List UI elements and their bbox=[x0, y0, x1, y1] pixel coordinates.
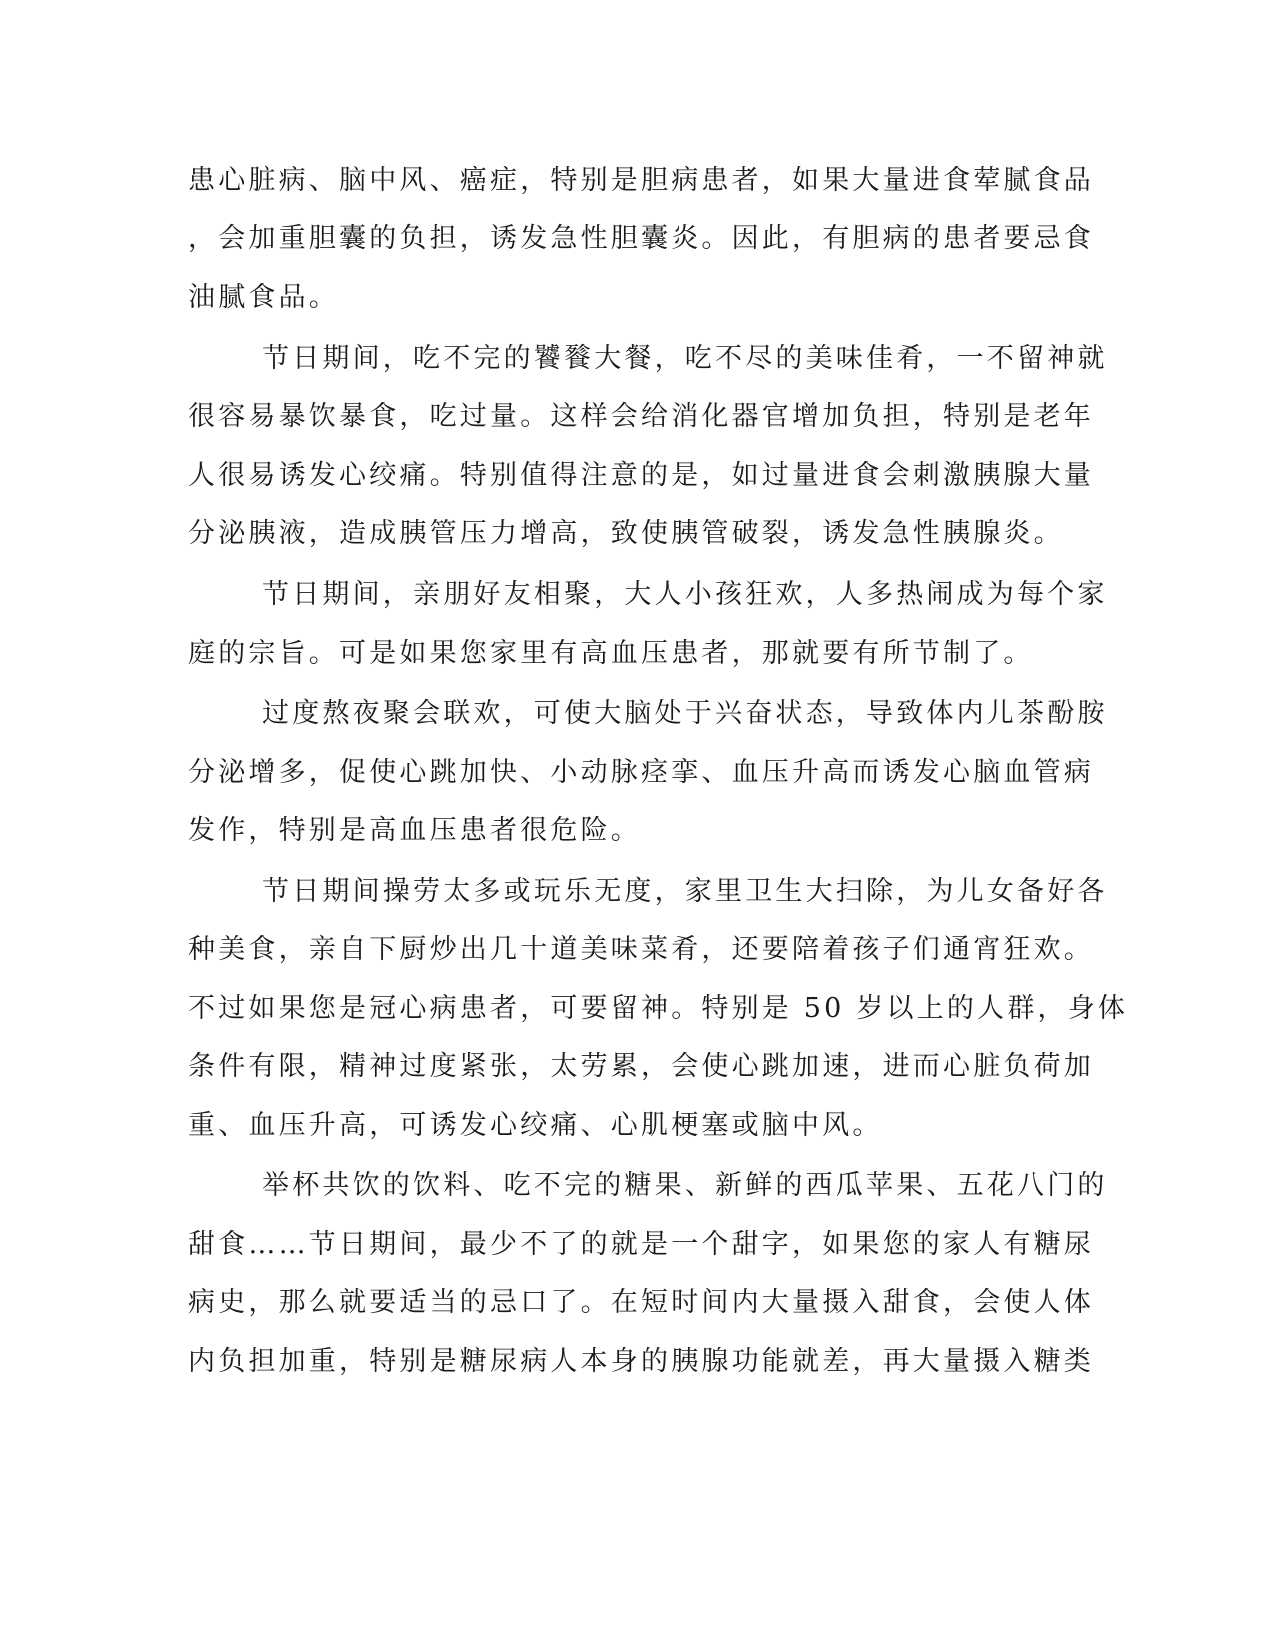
text-line: 分泌增多，促使心跳加快、小动脉痉挛、血压升高而诱发心脑血管病 bbox=[188, 757, 1094, 788]
text-line: 种美食，亲自下厨炒出几十道美味菜肴，还要陪着孩子们通宵狂欢。 bbox=[188, 934, 1094, 965]
text-line: 人很易诱发心绞痛。特别值得注意的是，如过量进食会刺激胰腺大量 bbox=[188, 460, 1094, 491]
text-line: 内负担加重，特别是糖尿病人本身的胰腺功能就差，再大量摄入糖类 bbox=[188, 1346, 1094, 1377]
text-line: 条件有限，精神过度紧张，太劳累，会使心跳加速，进而心脏负荷加 bbox=[188, 1051, 1094, 1082]
text-line: 油腻食品。 bbox=[188, 282, 339, 313]
text-line: 庭的宗旨。可是如果您家里有高血压患者，那就要有所节制了。 bbox=[188, 638, 1034, 669]
paragraph-first-line: 节日期间，亲朋好友相聚，大人小孩狂欢，人多热闹成为每个家 bbox=[262, 579, 1108, 610]
text-line: 患心脏病、脑中风、癌症，特别是胆病患者，如果大量进食荤腻食品 bbox=[188, 165, 1094, 196]
paragraph-first-line: 举杯共饮的饮料、吃不完的糖果、新鲜的西瓜苹果、五花八门的 bbox=[262, 1170, 1108, 1201]
text-line: 分泌胰液，造成胰管压力增高，致使胰管破裂，诱发急性胰腺炎。 bbox=[188, 518, 1064, 549]
paragraph-first-line: 节日期间，吃不完的饕餮大餐，吃不尽的美味佳肴，一不留神就 bbox=[262, 343, 1108, 374]
text-line: 病史，那么就要适当的忌口了。在短时间内大量摄入甜食，会使人体 bbox=[188, 1287, 1094, 1318]
text-line: 发作，特别是高血压患者很危险。 bbox=[188, 815, 641, 846]
paragraph-first-line: 节日期间操劳太多或玩乐无度，家里卫生大扫除，为儿女备好各 bbox=[262, 876, 1108, 907]
text-line: 不过如果您是冠心病患者，可要留神。特别是 50 岁以上的人群，身体 bbox=[188, 993, 1129, 1024]
text-line: 很容易暴饮暴食，吃过量。这样会给消化器官增加负担，特别是老年 bbox=[188, 401, 1094, 432]
text-line: 甜食……节日期间，最少不了的就是一个甜字，如果您的家人有糖尿 bbox=[188, 1229, 1094, 1260]
text-line: ，会加重胆囊的负担，诱发急性胆囊炎。因此，有胆病的患者要忌食 bbox=[188, 223, 1094, 254]
text-line: 重、血压升高，可诱发心绞痛、心肌梗塞或脑中风。 bbox=[188, 1110, 883, 1141]
paragraph-first-line: 过度熬夜聚会联欢，可使大脑处于兴奋状态，导致体内儿茶酚胺 bbox=[262, 698, 1108, 729]
